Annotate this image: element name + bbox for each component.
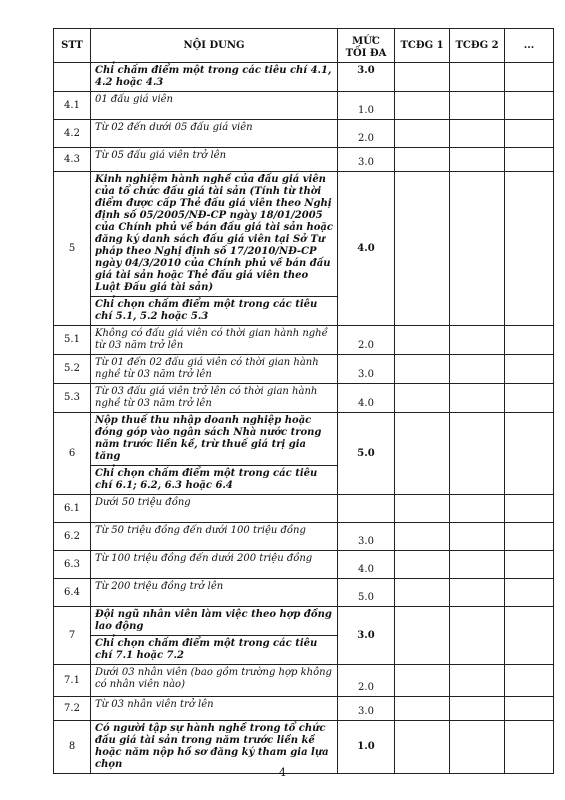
cell-dots	[505, 120, 554, 148]
header-tcdg2: TCĐG 2	[450, 29, 505, 63]
cell-tcdg1	[395, 172, 450, 326]
header-noi-dung: NỘI DUNG	[91, 29, 338, 63]
cell-content: Dưới 50 triệu đồng	[91, 495, 338, 523]
cell-dots	[505, 551, 554, 579]
header-muc-toi-da: MỨC TỐI ĐA	[338, 29, 395, 63]
cell-content: 01 đấu giá viên	[91, 92, 338, 120]
cell-tcdg1	[395, 326, 450, 355]
table-row	[54, 63, 554, 92]
cell-dots	[505, 579, 554, 607]
cell-tcdg1	[395, 63, 450, 92]
table-row	[54, 665, 554, 697]
cell-tcdg1	[395, 92, 450, 120]
cell-tcdg2	[450, 172, 505, 326]
cell-stt: 4.3	[54, 148, 91, 172]
table-row	[54, 551, 554, 579]
cell-tcdg1	[395, 148, 450, 172]
cell-stt: 7.2	[54, 697, 91, 721]
cell-tcdg1	[395, 523, 450, 551]
cell-dots	[505, 92, 554, 120]
cell-tcdg1	[395, 551, 450, 579]
cell-content: Từ 02 đến dưới 05 đấu giá viên	[91, 120, 338, 148]
cell-content: Từ 100 triệu đồng đến dưới 200 triệu đồng	[91, 551, 338, 579]
cell-stt: 5.3	[54, 384, 91, 413]
cell-stt: 6	[54, 413, 91, 495]
cell-dots	[505, 523, 554, 551]
table-row	[54, 326, 554, 355]
cell-tcdg2	[450, 523, 505, 551]
cell-stt: 5.1	[54, 326, 91, 355]
header-stt: STT	[54, 29, 91, 63]
cell-content: Nộp thuế thu nhập doanh nghiệp hoặc đóng góp vào ngân sách Nhà nước trong năm trước liền kề, trừ thuế giá trị gia tăng	[91, 413, 338, 466]
cell-tcdg2	[450, 665, 505, 697]
cell-stt: 8	[54, 721, 91, 774]
cell-content: Kinh nghiệm hành nghề của đấu giá viên của tổ chức đấu giá tài sản (Tính từ thời điểm được cấp Thẻ đấu giá viên theo Nghị định số 05/2005/NĐ-CP ngày 18/01/2005 của Chính phủ về bán đấu giá tài sản hoặc đăng ký danh sách đấu giá viên tại Sở Tư pháp theo Nghị định số 17/2010/NĐ-CP ngày 04/3/2010 của Chính phủ về bán đấu giá tài sản hoặc Thẻ đấu giá viên theo Luật Đấu giá tài sản)	[91, 172, 338, 297]
cell-max: 5.0	[338, 579, 395, 607]
table-row	[54, 355, 554, 384]
table-row	[54, 172, 554, 297]
cell-dots	[505, 413, 554, 495]
scoring-table	[53, 28, 554, 774]
cell-tcdg2	[450, 355, 505, 384]
cell-tcdg2	[450, 607, 505, 665]
cell-content: Chỉ chọn chấm điểm một trong các tiêu chí 5.1, 5.2 hoặc 5.3	[91, 297, 338, 326]
cell-tcdg1	[395, 495, 450, 523]
cell-dots	[505, 384, 554, 413]
cell-tcdg1	[395, 607, 450, 665]
cell-tcdg1	[395, 665, 450, 697]
cell-tcdg1	[395, 579, 450, 607]
cell-tcdg1	[395, 384, 450, 413]
cell-max: 3.0	[338, 148, 395, 172]
cell-tcdg2	[450, 413, 505, 495]
header-tcdg1: TCĐG 1	[395, 29, 450, 63]
cell-content: Từ 200 triệu đồng trở lên	[91, 579, 338, 607]
cell-tcdg2	[450, 384, 505, 413]
page-number: 4	[279, 766, 286, 779]
cell-tcdg2	[450, 326, 505, 355]
cell-content: Chỉ chấm điểm một trong các tiêu chí 4.1, 4.2 hoặc 4.3	[91, 63, 338, 92]
table-row	[54, 579, 554, 607]
cell-max	[338, 495, 395, 523]
cell-dots	[505, 148, 554, 172]
table-row	[54, 384, 554, 413]
cell-content: Không có đấu giá viên có thời gian hành nghề từ 03 năm trở lên	[91, 326, 338, 355]
cell-dots	[505, 495, 554, 523]
cell-tcdg2	[450, 697, 505, 721]
cell-tcdg1	[395, 413, 450, 495]
cell-tcdg1	[395, 120, 450, 148]
cell-stt: 5	[54, 172, 91, 326]
cell-max: 3.0	[338, 355, 395, 384]
cell-tcdg1	[395, 697, 450, 721]
cell-tcdg2	[450, 120, 505, 148]
cell-stt: 4.1	[54, 92, 91, 120]
cell-content: Dưới 03 nhân viên (bao gồm trường hợp không có nhân viên nào)	[91, 665, 338, 697]
cell-max: 4.0	[338, 551, 395, 579]
cell-content: Từ 03 nhân viên trở lên	[91, 697, 338, 721]
cell-tcdg2	[450, 92, 505, 120]
cell-content: Chỉ chọn chấm điểm một trong các tiêu chí 6.1; 6.2, 6.3 hoặc 6.4	[91, 466, 338, 495]
cell-content: Từ 05 đấu giá viên trở lên	[91, 148, 338, 172]
cell-max: 3.0	[338, 697, 395, 721]
cell-stt: 6.2	[54, 523, 91, 551]
table-row	[54, 92, 554, 120]
table-row	[54, 495, 554, 523]
cell-max: 1.0	[338, 721, 395, 774]
cell-content: Từ 01 đến 02 đấu giá viên có thời gian hành nghề từ 03 năm trở lên	[91, 355, 338, 384]
cell-stt: 7.1	[54, 665, 91, 697]
cell-stt: 7	[54, 607, 91, 665]
cell-content: Có người tập sự hành nghề trong tổ chức đấu giá tài sản trong năm trước liền kề hoặc năm nộp hồ sơ đăng ký tham gia lựa chọn	[91, 721, 338, 774]
cell-dots	[505, 697, 554, 721]
cell-max: 2.0	[338, 326, 395, 355]
table-row	[54, 413, 554, 466]
cell-stt: 6.3	[54, 551, 91, 579]
cell-tcdg2	[450, 148, 505, 172]
cell-content: Đội ngũ nhân viên làm việc theo hợp đồng lao động	[91, 607, 338, 636]
cell-dots	[505, 665, 554, 697]
cell-max: 3.0	[338, 523, 395, 551]
cell-dots	[505, 607, 554, 665]
cell-content: Chỉ chọn chấm điểm một trong các tiêu chí 7.1 hoặc 7.2	[91, 636, 338, 665]
cell-max: 5.0	[338, 413, 395, 495]
cell-stt: 5.2	[54, 355, 91, 384]
table-header-row	[54, 29, 554, 63]
cell-dots	[505, 172, 554, 326]
cell-tcdg2	[450, 579, 505, 607]
cell-max: 2.0	[338, 120, 395, 148]
table-row	[54, 607, 554, 636]
cell-dots	[505, 326, 554, 355]
cell-max: 1.0	[338, 92, 395, 120]
cell-max: 3.0	[338, 607, 395, 665]
table-row	[54, 148, 554, 172]
cell-max: 3.0	[338, 63, 395, 92]
cell-tcdg1	[395, 355, 450, 384]
header-dots: ...	[505, 29, 554, 63]
cell-content: Từ 03 đấu giá viên trở lên có thời gian hành nghề từ 03 năm trở lên	[91, 384, 338, 413]
cell-content: Từ 50 triệu đồng đến dưới 100 triệu đồng	[91, 523, 338, 551]
cell-tcdg2	[450, 63, 505, 92]
cell-stt: 6.1	[54, 495, 91, 523]
table-row	[54, 523, 554, 551]
cell-tcdg2	[450, 551, 505, 579]
cell-stt: 6.4	[54, 579, 91, 607]
table-row	[54, 120, 554, 148]
cell-max: 4.0	[338, 384, 395, 413]
cell-stt: 4.2	[54, 120, 91, 148]
cell-max: 2.0	[338, 665, 395, 697]
cell-tcdg2	[450, 495, 505, 523]
cell-max: 4.0	[338, 172, 395, 326]
cell-stt	[54, 63, 91, 92]
cell-dots	[505, 63, 554, 92]
cell-dots	[505, 355, 554, 384]
table-row	[54, 697, 554, 721]
